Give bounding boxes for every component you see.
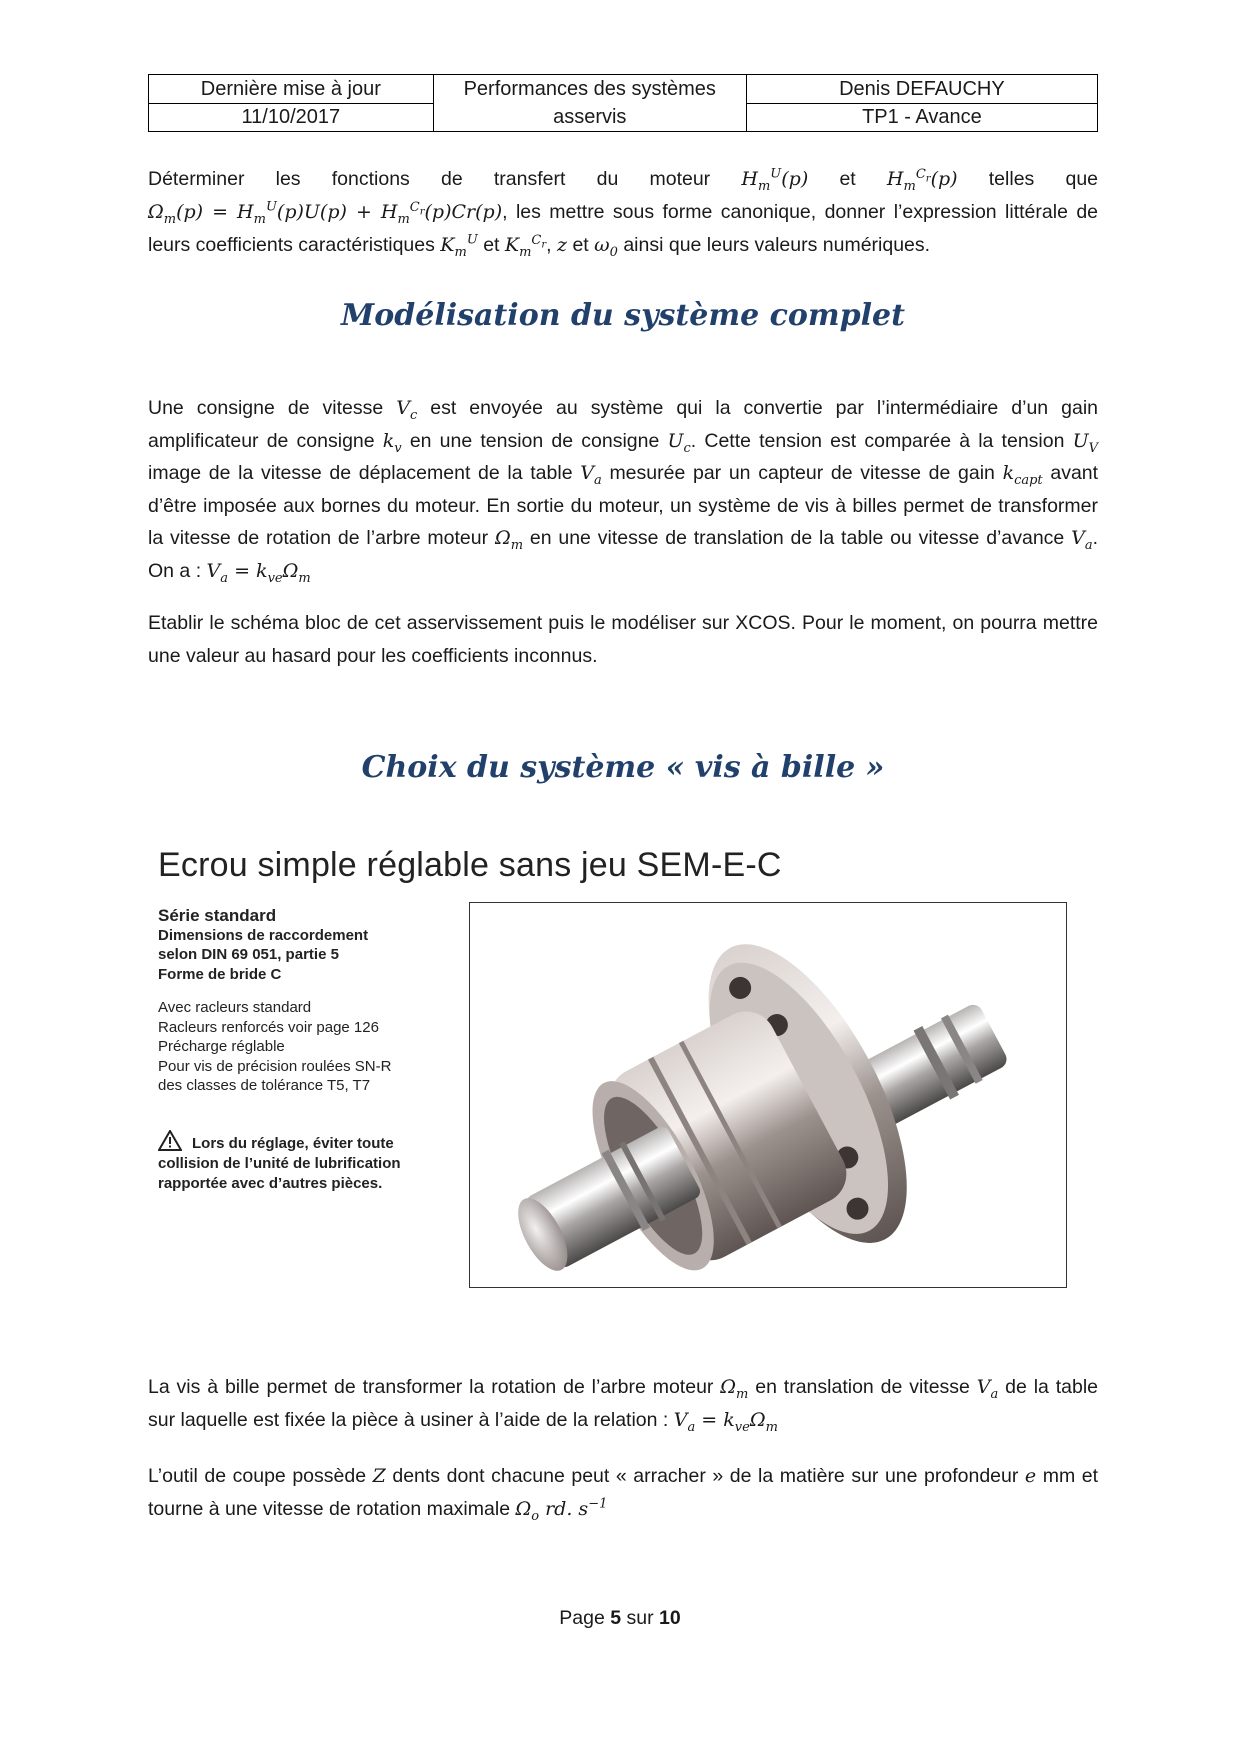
intro-text-2: et: [839, 168, 856, 190]
math-z: z: [557, 234, 568, 256]
section-title-vis-a-bille: Choix du système « vis à bille »: [361, 750, 885, 785]
math-kcapt: $k_{capt}$: [1002, 462, 1043, 488]
footer-page-number: 5: [610, 1607, 622, 1629]
section1-paragraph-1: [148, 392, 1098, 587]
s1p1-h: en une vitesse de translation de la table ou vitesse d’avance: [529, 527, 1065, 549]
ball-screw-nut-image: [470, 903, 1066, 1287]
figure-dim-2: selon DIN 69 051, partie 5: [158, 946, 339, 963]
p4-c: mm et tourne à une vitesse de rotation maximale: [148, 1465, 1098, 1520]
p4-a: L’outil de coupe possède: [148, 1465, 367, 1487]
math-va-relation-1: $V_a = k_{ve}\Omega_m$: [206, 559, 311, 586]
header-table: [148, 74, 1098, 132]
math-va-2: $V_a$: [1071, 527, 1093, 553]
intro-text-8: ainsi que leurs valeurs numériques.: [623, 234, 931, 256]
paragraph-3: [148, 1371, 1098, 1437]
math-hmu: $H_m^U(p)$: [741, 166, 809, 194]
math-omega0: $\omega_0$: [594, 234, 618, 260]
warning-icon: [158, 1130, 182, 1151]
figure-feature-3: Précharge réglable: [158, 1038, 285, 1055]
figure-feature-1: Avec racleurs standard: [158, 999, 312, 1016]
p3-c: de la table sur laquelle est fixée la pièce à usiner à l’aide de la relation :: [148, 1376, 1099, 1431]
math-omega-eq: $\Omega_m(p) = H_m^U(p)U(p) + H_m^{C_r}(p)Cr(p)$: [148, 199, 503, 227]
math-uc: $U_c$: [667, 429, 691, 456]
figure-warning-2: collision de l’unité de lubrification: [158, 1155, 401, 1172]
last-update-label: Dernière mise à jour: [149, 75, 434, 104]
s1p1-b: est envoyée au système qui la convertie par l’intermédiaire d’un gain amplificateur de consigne: [148, 397, 1099, 452]
footer-page-total: 10: [659, 1607, 681, 1629]
math-Z: Z: [372, 1465, 386, 1487]
footer-page-label: Page: [559, 1607, 605, 1629]
s1p1-f: mesurée par un capteur de vitesse de gain: [609, 462, 995, 484]
math-uv: $U_V$: [1072, 429, 1099, 456]
page-footer: [0, 1607, 1240, 1630]
math-kmu: $K_m^U$: [440, 232, 478, 260]
paragraph-4: [148, 1460, 1098, 1526]
intro-text-4: , les mettre sous forme canonique, donner l’expression littérale de leurs coefficients caractéristiques: [148, 201, 1099, 256]
s1p1-c: en une tension de consigne: [409, 429, 660, 452]
intro-text-1: Déterminer les fonctions de transfert du moteur: [148, 168, 711, 190]
author: Denis DEFAUCHY: [746, 75, 1097, 104]
p4-b: dents dont chacune peut « arracher » de la matière sur une profondeur: [392, 1465, 1019, 1487]
course-title: Performances des systèmes asservis: [433, 75, 746, 132]
section-title-modelisation: Modélisation du système complet: [341, 298, 905, 333]
math-omegam-2: $\Omega_m$: [720, 1376, 749, 1402]
intro-text-6: ,: [546, 234, 552, 256]
math-e: e: [1024, 1465, 1037, 1487]
intro-text-3: telles que: [988, 168, 1099, 190]
s1p1-e: image de la vitesse de déplacement de la table: [148, 462, 573, 484]
math-va-relation-2: $V_a = k_{ve}\Omega_m$: [673, 1409, 778, 1435]
tp-label: TP1 - Avance: [746, 103, 1097, 132]
figure-feature-2: Racleurs renforcés voir page 126: [158, 1018, 379, 1036]
figure-series: Série standard: [158, 906, 277, 925]
math-kmcr: $K_m^{C_r}$: [504, 232, 547, 260]
intro-text-5: et: [483, 234, 500, 256]
figure-specs: [158, 906, 458, 1096]
s1p1-d: . Cette tension est comparée à la tension: [690, 429, 1065, 452]
math-kv: $k_v$: [382, 429, 402, 456]
figure-title: Ecrou simple réglable sans jeu SEM-E-C: [158, 846, 782, 884]
figure-dim-3: Forme de bride C: [158, 965, 282, 983]
s1p1-a: Une consigne de vitesse: [148, 397, 384, 419]
section1-paragraph-2: Etablir le schéma bloc de cet asservissement puis le modéliser sur XCOS. Pour le moment, on pourra mettre une valeur au hasard pour les coefficients inconnus.: [148, 612, 1098, 667]
s1p1-g: avant d’être imposée aux bornes du moteur. En sortie du moteur, un système de vis à billes permet de transformer la vitesse de rotation de l’arbre moteur: [148, 462, 1099, 549]
math-omega-o-unit: $\Omega_o$ rd. $s^{-1}$: [515, 1496, 608, 1524]
update-date: 11/10/2017: [149, 103, 434, 132]
p3-b: en translation de vitesse: [755, 1376, 970, 1398]
intro-paragraph: [148, 163, 1098, 262]
figure-feature-4: Pour vis de précision roulées SN-R: [158, 1057, 392, 1075]
ball-screw-photo: [469, 902, 1067, 1288]
figure-warning-3: rapportée avec d’autres pièces.: [158, 1175, 383, 1192]
math-hmcr: $H_m^{C_r}(p)$: [886, 166, 958, 194]
math-va-1: $V_a$: [580, 462, 602, 488]
intro-text-7: et: [572, 234, 589, 256]
p3-a: La vis à bille permet de transformer la rotation de l’arbre moteur: [148, 1376, 714, 1398]
figure-feature-5: des classes de tolérance T5, T7: [158, 1077, 371, 1094]
math-vc: $V_c$: [396, 397, 418, 423]
footer-of-label: sur: [626, 1607, 654, 1629]
figure-warning-1: Lors du réglage, éviter toute: [192, 1135, 394, 1152]
math-va-3: $V_a$: [976, 1376, 999, 1402]
math-omegam-1: $\Omega_m$: [494, 527, 524, 553]
figure-warning: [158, 1130, 458, 1194]
figure-dim-1: Dimensions de raccordement: [158, 926, 369, 944]
s1p1-i: . On a :: [148, 527, 1099, 582]
